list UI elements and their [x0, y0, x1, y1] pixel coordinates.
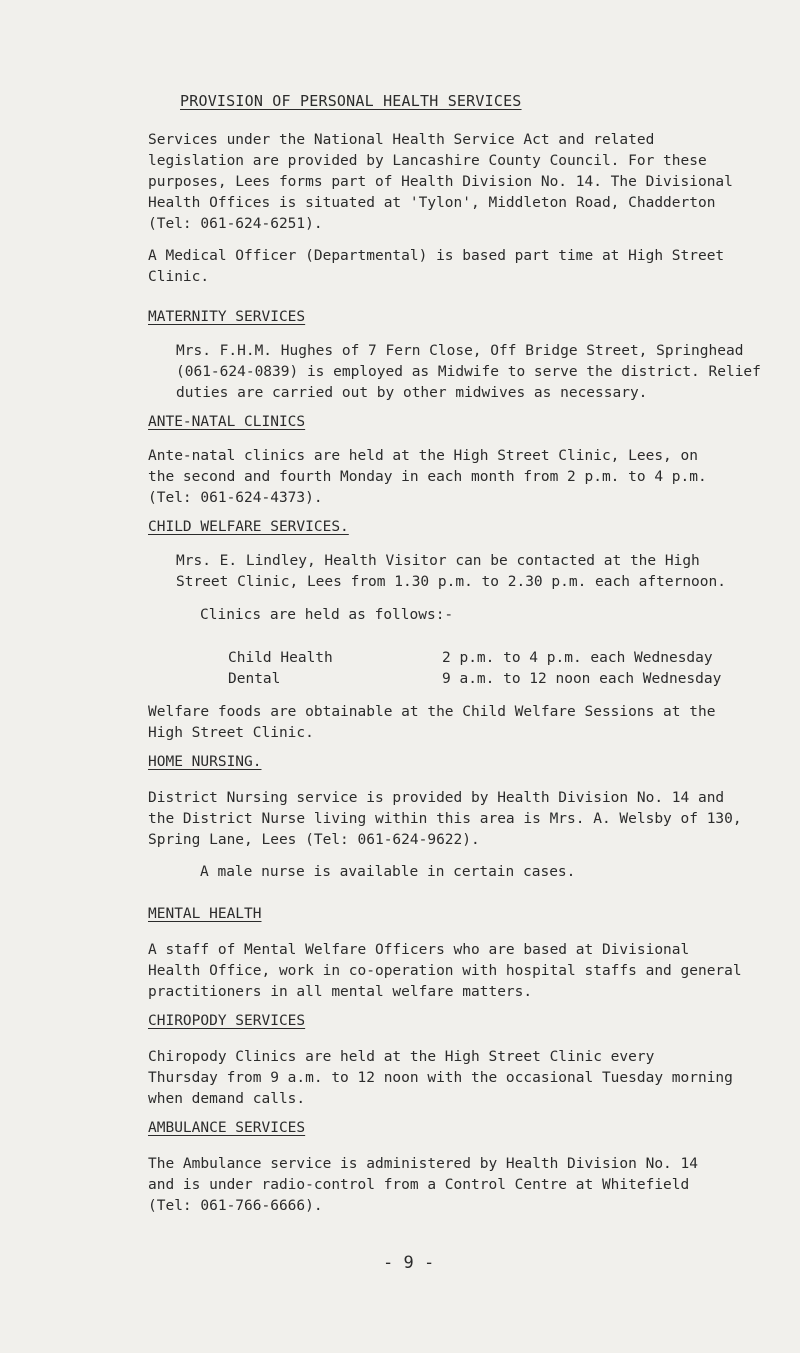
child-welfare-paragraph: Mrs. E. Lindley, Health Visitor can be contacted at the High Street Clinic, Lees from 1.30 p.m. to 2.30 p.m. each afternoon. [176, 553, 726, 590]
mental-health-heading: MENTAL HEALTH [148, 906, 262, 922]
page-number: - 9 - [383, 1253, 435, 1273]
antenatal-heading: ANTE-NATAL CLINICS [148, 414, 306, 430]
ambulance-paragraph: The Ambulance service is administered by Health Division No. 14 and is under radio-control from a Control Centre at Whitefield (Tel: 061-766-6666). [148, 1156, 698, 1214]
clinics-intro: Clinics are held as follows:- [200, 607, 454, 623]
clinic-time: 9 a.m. to 12 noon each Wednesday [442, 671, 722, 687]
child-welfare-heading: CHILD WELFARE SERVICES. [148, 519, 349, 535]
page-title: PROVISION OF PERSONAL HEALTH SERVICES [180, 92, 522, 110]
clinic-name: Child Health [228, 650, 333, 666]
mental-health-paragraph: A staff of Mental Welfare Officers who are based at Divisional Health Office, work in co-operation with hospital staffs and general practitioners in all mental welfare matters. [148, 942, 742, 1000]
ambulance-heading: AMBULANCE SERVICES [148, 1120, 306, 1136]
intro-paragraph: Services under the National Health Service Act and related legislation are provided by Lancashire County Council. For these purposes, Lees forms part of Health Division No. 14. The Divisional Health Offices is situated at 'Tylon', Middleton Road, Chadderton (Tel: 061-624-6251). [148, 132, 733, 232]
male-nurse-note: A male nurse is available in certain cases. [200, 864, 576, 880]
maternity-paragraph: Mrs. F.H.M. Hughes of 7 Fern Close, Off Bridge Street, Springhead (061-624-0839) is employed as Midwife to serve the district. Relief duties are carried out by other midwives as necessary. [176, 343, 761, 401]
clinic-time: 2 p.m. to 4 p.m. each Wednesday [442, 650, 713, 666]
clinic-name: Dental [228, 671, 281, 687]
home-nursing-heading: HOME NURSING. [148, 754, 262, 770]
antenatal-paragraph: Ante-natal clinics are held at the High Street Clinic, Lees, on the second and fourth Monday in each month from 2 p.m. to 4 p.m. (Tel: 061-624-4373). [148, 448, 707, 506]
maternity-heading: MATERNITY SERVICES [148, 309, 306, 325]
chiropody-heading: CHIROPODY SERVICES [148, 1013, 306, 1029]
chiropody-paragraph: Chiropody Clinics are held at the High Street Clinic every Thursday from 9 a.m. to 12 noon with the occasional Tuesday morning when demand calls. [148, 1049, 733, 1107]
medical-officer-paragraph: A Medical Officer (Departmental) is based part time at High Street Clinic. [148, 248, 725, 285]
welfare-foods-paragraph: Welfare foods are obtainable at the Child Welfare Sessions at the High Street Clinic. [148, 704, 716, 741]
home-nursing-paragraph: District Nursing service is provided by Health Division No. 14 and the District Nurse living within this area is Mrs. A. Welsby of 130, Spring Lane, Lees (Tel: 061-624-9622). [148, 790, 742, 848]
